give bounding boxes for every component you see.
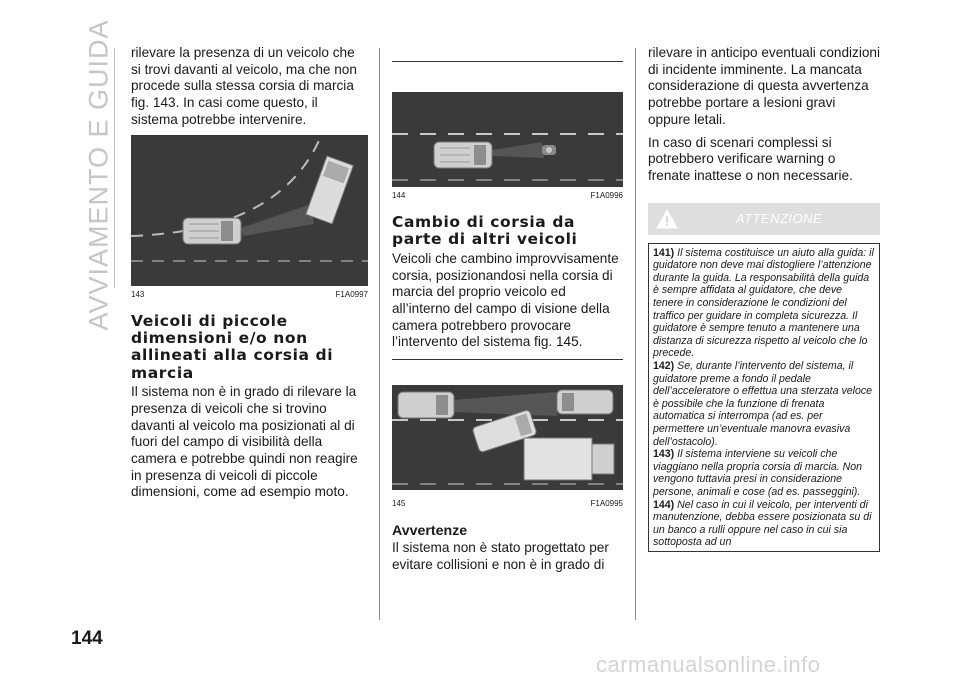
figure-number: 144 — [392, 191, 406, 200]
column-divider — [379, 48, 380, 620]
column-divider — [635, 48, 636, 620]
warning-title: ATTENZIONE — [735, 211, 823, 227]
paragraph: Il sistema non è in grado di rilevare la presenza di veicoli che si trovino davanti al veicolo ma posizionati al di fuori del campo di visibilità della camera e potrebbe quindi non reagire in presenza di veicoli di piccole dimensioni, come ad esempio moto. — [131, 384, 358, 500]
warning-item: 141) Il sistema costituisce un aiuto alla guida: il guidatore non deve mai distogliere l’attenzione durante la guida. La responsabilità della guida è sempre affidata al guidatore, che deve tenere in considerazione le condizioni del traffico per guidare in completa sicurezza. Il guidatore è sempre tenuto a mantenere una distanza di sicurezza rispetto al veicolo che lo precede. — [653, 246, 874, 360]
watermark: carmanualsonline.info — [596, 652, 821, 677]
warning-item: 142) Se, durante l’intervento del sistema, il guidatore preme a fondo il pedale dell’acceleratore o effettua una sterzata veloce è possibile che la funzione di frenata automatica si interrompa (ad es. per permettere un’eventuale manovra evasiva dell’ostacolo). — [653, 359, 873, 448]
car — [557, 390, 613, 414]
figure-144 — [392, 61, 623, 200]
column-3 — [648, 45, 880, 552]
warning-header — [648, 203, 880, 235]
car — [434, 142, 492, 168]
warning-item: 143) Il sistema interviene su veicoli che viaggiano nella propria corsia di marcia. Non vengono tuttavia presi in considerazione persone, animali e cose (ad es. passeggini). — [653, 448, 863, 498]
truck — [524, 438, 614, 480]
figure-code: F1A0996 — [590, 191, 623, 200]
warning-item: 144) Nel caso in cui il veicolo, per interventi di manutenzione, debba essere posizionata su di un banco a rulli oppure nel caso in cui sia sottoposta ad un — [653, 498, 872, 549]
warning-box — [648, 243, 880, 552]
section-heading: Veicoli di piccole dimensioni e/o non allineati alla corsia di marcia — [131, 311, 334, 382]
figure-143-illustration — [131, 136, 368, 286]
column-2 — [392, 45, 623, 573]
paragraph: rilevare in anticipo eventuali condizioni di incidente imminente. La mancata considerazione di questa avvertenza potrebbe portare a lesioni gravi oppure letali. — [648, 45, 880, 127]
section-side-title: AVVIAMENTO E GUIDA — [83, 19, 114, 331]
figure-143 — [131, 135, 368, 299]
subheading: Avvertenze — [392, 523, 468, 540]
figure-number: 145 — [392, 499, 406, 509]
car — [183, 218, 241, 244]
figure-145 — [392, 359, 623, 508]
figure-144-illustration — [392, 62, 623, 187]
figure-145-illustration — [392, 360, 623, 495]
paragraph: rilevare la presenza di un veicolo che si trovi davanti al veicolo, ma che non procede sulla stessa corsia di marcia fig. 143. In casi come questo, il sistema potrebbe intervenire. — [131, 45, 357, 127]
figure-code: F1A0997 — [335, 289, 368, 299]
motorcycle — [542, 145, 556, 155]
car — [398, 392, 454, 418]
warning-icon — [656, 209, 678, 229]
figure-code: F1A0995 — [590, 499, 623, 509]
side-divider — [114, 48, 115, 288]
section-heading: Cambio di corsia da parte di altri veicoli — [392, 213, 578, 249]
paragraph: In caso di scenari complessi si potrebbero verificare warning o frenate inattese o non necessarie. — [648, 134, 853, 183]
page-number: 144 — [71, 628, 103, 649]
figure-number: 143 — [131, 289, 145, 299]
paragraph: Il sistema non è stato progettato per evitare collisioni e non è in grado di — [392, 540, 609, 572]
paragraph: Veicoli che cambino improvvisamente corsia, posizionandosi nella corsia di marcia del proprio veicolo ed all’interno del campo di visione della camera potrebbero provocare l’intervento del sistema fig. 145. — [392, 250, 619, 350]
column-1 — [131, 45, 368, 501]
